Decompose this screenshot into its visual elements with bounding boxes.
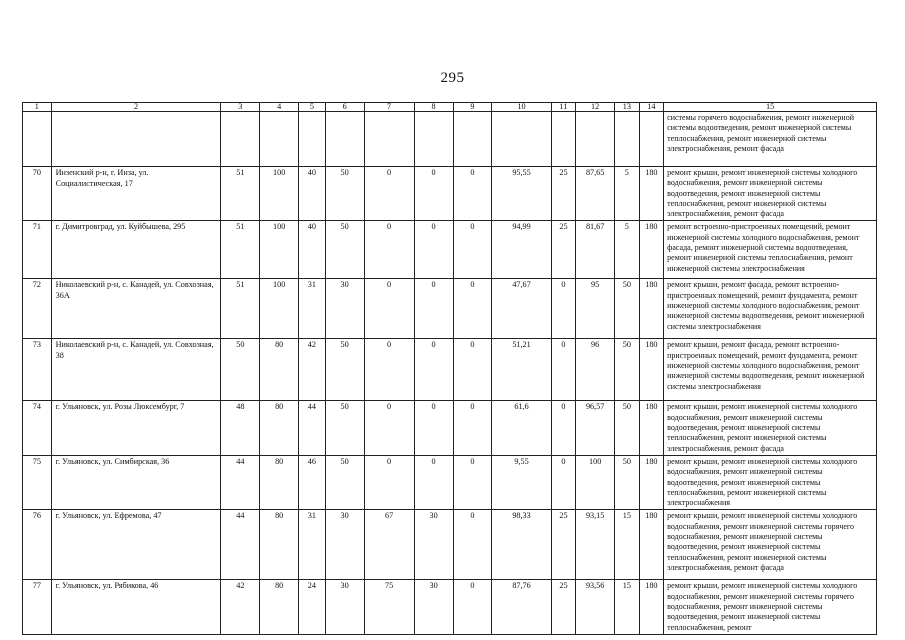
value-cell: 31 [299,279,326,339]
header-cell: 15 [664,103,877,112]
value-cell: 42 [299,339,326,401]
value-cell: 0 [414,279,453,339]
empty-cell [221,112,260,167]
address-cell: г. Ульяновск, ул. Розы Люксембург, 7 [51,401,221,455]
value-cell: 25 [551,167,576,221]
value-cell: 50 [221,339,260,401]
works-cell: ремонт крыши, ремонт фасада, ремонт встроенно-пристроенных помещений, ремонт фундамента, ремонт инженерной системы холодного водоснабжения, ремонт инженерной системы водоотведения, ремонт инженерной системы электроснабжения [664,279,877,339]
value-cell: 50 [615,455,640,509]
value-cell: 87,76 [492,580,551,634]
header-cell: 1 [23,103,52,112]
value-cell: 0 [414,455,453,509]
header-cell: 11 [551,103,576,112]
value-cell: 0 [414,401,453,455]
value-cell: 5 [615,167,640,221]
value-cell: 98,33 [492,510,551,580]
value-cell: 40 [299,167,326,221]
empty-cell [453,112,492,167]
works-cell: ремонт крыши, ремонт инженерной системы холодного водоснабжения, ремонт инженерной системы водоотведения, ремонт инженерной системы теплоснабжения, ремонт инженерной системы электроснабжения, ремонт фасада [664,167,877,221]
value-cell: 44 [221,510,260,580]
value-cell: 0 [551,279,576,339]
value-cell: 31 [299,510,326,580]
value-cell: 0 [453,339,492,401]
header-cell: 13 [615,103,640,112]
empty-cell [639,112,664,167]
value-cell: 0 [551,339,576,401]
value-cell: 46 [299,455,326,509]
table-row [23,279,877,339]
empty-cell [492,112,551,167]
value-cell: 180 [639,510,664,580]
value-cell: 15 [615,510,640,580]
page-number: 295 [440,70,465,86]
works-cell: ремонт крыши, ремонт инженерной системы холодного водоснабжения, ремонт инженерной системы водоотведения, ремонт инженерной системы теплоснабжения, ремонт инженерной системы электроснабжения, ремонт фасада [664,401,877,455]
value-cell: 40 [299,221,326,279]
header-cell: 4 [260,103,299,112]
value-cell: 0 [551,401,576,455]
table-row [23,339,877,401]
value-cell: 94,99 [492,221,551,279]
value-cell: 30 [414,510,453,580]
value-cell: 25 [551,580,576,634]
empty-cell [260,112,299,167]
header-cell: 10 [492,103,551,112]
value-cell: 96,57 [576,401,615,455]
table-row [23,580,877,634]
header-cell: 12 [576,103,615,112]
row-number: 74 [23,401,52,455]
value-cell: 50 [325,221,364,279]
table-row [23,401,877,455]
address-cell: г. Ульяновск, ул. Симбирская, 36 [51,455,221,509]
address-cell: г. Ульяновск, ул. Рябикова, 46 [51,580,221,634]
row-number: 70 [23,167,52,221]
value-cell: 61,6 [492,401,551,455]
value-cell: 0 [414,167,453,221]
value-cell: 0 [453,510,492,580]
value-cell: 0 [414,339,453,401]
header-cell: 14 [639,103,664,112]
empty-cell [299,112,326,167]
value-cell: 50 [615,401,640,455]
value-cell: 0 [453,167,492,221]
continuation-row [23,112,877,167]
header-cell: 7 [364,103,414,112]
value-cell: 0 [453,221,492,279]
value-cell: 93,56 [576,580,615,634]
empty-cell [576,112,615,167]
value-cell: 180 [639,455,664,509]
row-number: 72 [23,279,52,339]
value-cell: 30 [414,580,453,634]
value-cell: 0 [453,455,492,509]
address-cell: г. Димитровград, ул. Куйбышева, 295 [51,221,221,279]
value-cell: 25 [551,221,576,279]
value-cell: 51,21 [492,339,551,401]
header-cell: 2 [51,103,221,112]
value-cell: 100 [260,221,299,279]
value-cell: 80 [260,401,299,455]
table-row [23,167,877,221]
empty-cell [364,112,414,167]
works-cell: системы горячего водоснабжения, ремонт инженерной системы водоотведения, ремонт инженерной системы теплоснабжения, ремонт инженерной системы электроснабжения, ремонт фасада [664,112,877,167]
value-cell: 50 [325,401,364,455]
table-row [23,221,877,279]
row-number: 75 [23,455,52,509]
table-row [23,510,877,580]
value-cell: 15 [615,580,640,634]
value-cell: 48 [221,401,260,455]
value-cell: 0 [364,167,414,221]
value-cell: 50 [325,339,364,401]
value-cell: 30 [325,580,364,634]
row-number: 76 [23,510,52,580]
works-cell: ремонт крыши, ремонт инженерной системы холодного водоснабжения, ремонт инженерной системы горячего водоснабжения, ремонт инженерной системы водоотведения, ремонт инженерной системы теплоснабжения, ремонт инженерной системы электроснабжения, ремонт фасада [664,510,877,580]
repair-table [22,102,877,635]
value-cell: 0 [414,221,453,279]
value-cell: 100 [576,455,615,509]
works-cell: ремонт встроенно-пристроенных помещений, ремонт инженерной системы холодного водоснабжения, ремонт фасада, ремонт инженерной системы водоотведения, ремонт инженерной системы теплоснабжения, ремонт инженерной системы электроснабжения [664,221,877,279]
value-cell: 0 [364,221,414,279]
header-cell: 5 [299,103,326,112]
value-cell: 80 [260,455,299,509]
empty-cell [23,112,52,167]
value-cell: 100 [260,167,299,221]
value-cell: 50 [615,279,640,339]
value-cell: 47,67 [492,279,551,339]
row-number: 71 [23,221,52,279]
value-cell: 24 [299,580,326,634]
value-cell: 5 [615,221,640,279]
works-cell: ремонт крыши, ремонт инженерной системы холодного водоснабжения, ремонт инженерной системы горячего водоснабжения, ремонт инженерной системы водоотведения, ремонт инженерной системы теплоснабжения, ремонт [664,580,877,634]
empty-cell [414,112,453,167]
value-cell: 180 [639,167,664,221]
value-cell: 0 [453,401,492,455]
value-cell: 180 [639,279,664,339]
value-cell: 67 [364,510,414,580]
header-row [23,103,877,112]
value-cell: 51 [221,279,260,339]
address-cell: Николаевский р-н, с. Канадей, ул. Совхозная, 36А [51,279,221,339]
value-cell: 96 [576,339,615,401]
value-cell: 100 [260,279,299,339]
value-cell: 95 [576,279,615,339]
value-cell: 81,67 [576,221,615,279]
value-cell: 50 [325,455,364,509]
row-number: 77 [23,580,52,634]
header-cell: 9 [453,103,492,112]
header-cell: 6 [325,103,364,112]
address-cell: Инзенский р-н, г. Инза, ул. Социалистическая, 17 [51,167,221,221]
header-cell: 3 [221,103,260,112]
value-cell: 50 [325,167,364,221]
value-cell: 0 [364,401,414,455]
works-cell: ремонт крыши, ремонт фасада, ремонт встроенно-пристроенных помещений, ремонт фундамента, ремонт инженерной системы холодного водоснабжения, ремонт инженерной системы водоотведения, ремонт инженерной системы электроснабжения [664,339,877,401]
value-cell: 80 [260,510,299,580]
value-cell: 51 [221,167,260,221]
value-cell: 80 [260,339,299,401]
value-cell: 93,15 [576,510,615,580]
value-cell: 25 [551,510,576,580]
value-cell: 30 [325,279,364,339]
value-cell: 0 [453,279,492,339]
table-row [23,455,877,509]
value-cell: 42 [221,580,260,634]
row-number: 73 [23,339,52,401]
value-cell: 0 [364,279,414,339]
value-cell: 44 [299,401,326,455]
value-cell: 95,55 [492,167,551,221]
value-cell: 44 [221,455,260,509]
empty-cell [325,112,364,167]
value-cell: 0 [551,455,576,509]
value-cell: 75 [364,580,414,634]
value-cell: 0 [364,339,414,401]
empty-cell [51,112,221,167]
value-cell: 9,55 [492,455,551,509]
address-cell: г. Ульяновск, ул. Ефремова, 47 [51,510,221,580]
value-cell: 51 [221,221,260,279]
address-cell: Николаевский р-н, с. Канадей, ул. Совхозная, 38 [51,339,221,401]
value-cell: 180 [639,401,664,455]
value-cell: 30 [325,510,364,580]
empty-cell [551,112,576,167]
value-cell: 180 [639,221,664,279]
works-cell: ремонт крыши, ремонт инженерной системы холодного водоснабжения, ремонт инженерной системы водоотведения, ремонт инженерной системы теплоснабжения, ремонт инженерной системы электроснабжения [664,455,877,509]
value-cell: 50 [615,339,640,401]
value-cell: 87,65 [576,167,615,221]
value-cell: 180 [639,580,664,634]
empty-cell [615,112,640,167]
value-cell: 0 [364,455,414,509]
value-cell: 0 [453,580,492,634]
value-cell: 180 [639,339,664,401]
header-cell: 8 [414,103,453,112]
value-cell: 80 [260,580,299,634]
